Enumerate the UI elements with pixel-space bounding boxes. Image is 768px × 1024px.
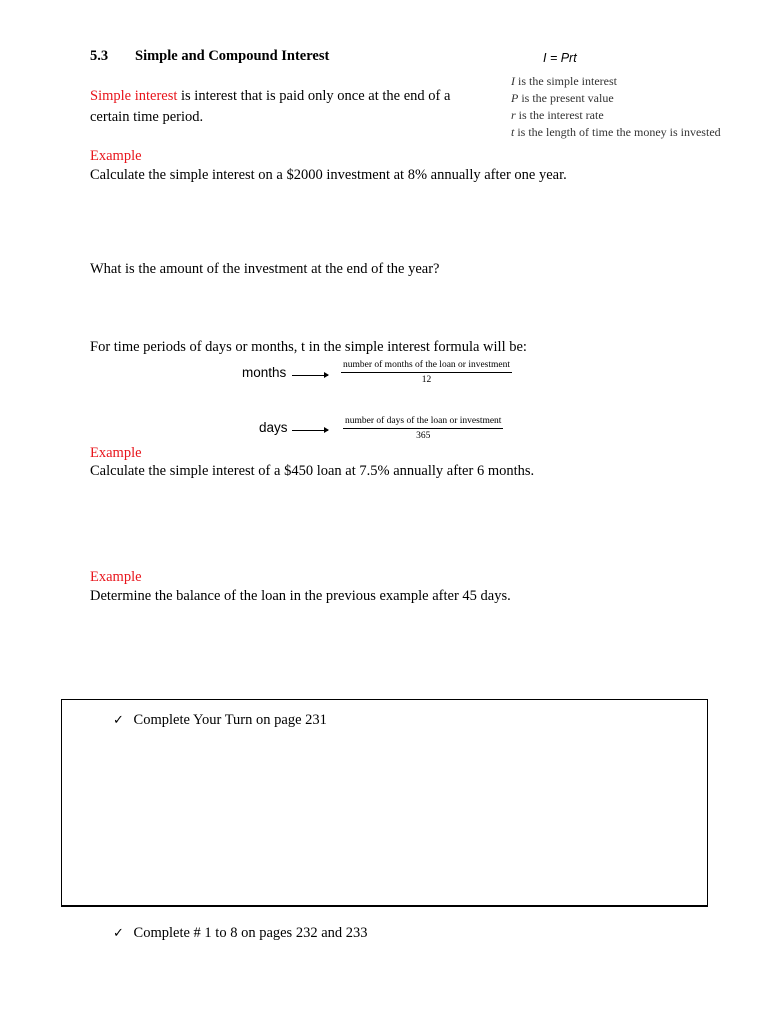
definition-symbol: P [511,91,519,105]
example-text: Calculate the simple interest on a $2000 investment at 8% annually after one year. [90,167,567,183]
days-label: days [259,420,288,435]
time-periods-text: For time periods of days or months, t in the simple interest formula will be: [90,339,527,355]
definition-text: is the length of time the money is invested [514,125,721,139]
checkmark-icon: ✓ [113,926,124,941]
task-text: Complete Your Turn on page 231 [133,712,327,728]
days-denominator: 365 [416,431,431,441]
task-text: Complete # 1 to 8 on pages 232 and 233 [133,925,368,941]
arrow-right-icon [292,430,328,431]
definition-symbol: r [511,108,516,122]
months-fraction [341,360,512,385]
definition-line [511,108,604,123]
example-text: Determine the balance of the loan in the previous example after 45 days. [90,588,511,604]
example-label: Example [90,569,142,585]
section-number: 5.3 [90,48,109,64]
days-fraction [343,416,503,441]
simple-interest-term: Simple interest [90,88,178,104]
months-numerator: number of months of the loan or investment [341,360,512,373]
task-box [61,699,708,907]
definition-symbol: t [511,125,515,139]
section-title: Simple and Compound Interest [135,48,330,64]
definition-symbol: I [511,74,515,88]
intro-line-1 [90,88,450,105]
definition-line [511,74,617,89]
task-item [113,712,327,729]
months-label: months [242,365,287,380]
days-numerator: number of days of the loan or investment [343,416,503,429]
definition-text: is the interest rate [515,108,604,122]
definition-line [511,125,721,140]
task-item [113,925,368,942]
formula-equation: I = Prt [543,51,577,65]
months-denominator: 12 [421,375,432,385]
checkmark-icon: ✓ [113,713,124,728]
arrow-right-icon [292,375,328,376]
definition-line [511,91,614,106]
example-label: Example [90,148,142,164]
example-label: Example [90,445,142,461]
example-text: Calculate the simple interest of a $450 loan at 7.5% annually after 6 months. [90,463,535,479]
intro-line-2: certain time period. [90,109,204,125]
definition-text: is the simple interest [515,74,617,88]
definition-text: is the present value [518,91,614,105]
question-text: What is the amount of the investment at the end of the year? [90,261,440,277]
intro-text: is interest that is paid only once at the end of a [177,88,451,104]
